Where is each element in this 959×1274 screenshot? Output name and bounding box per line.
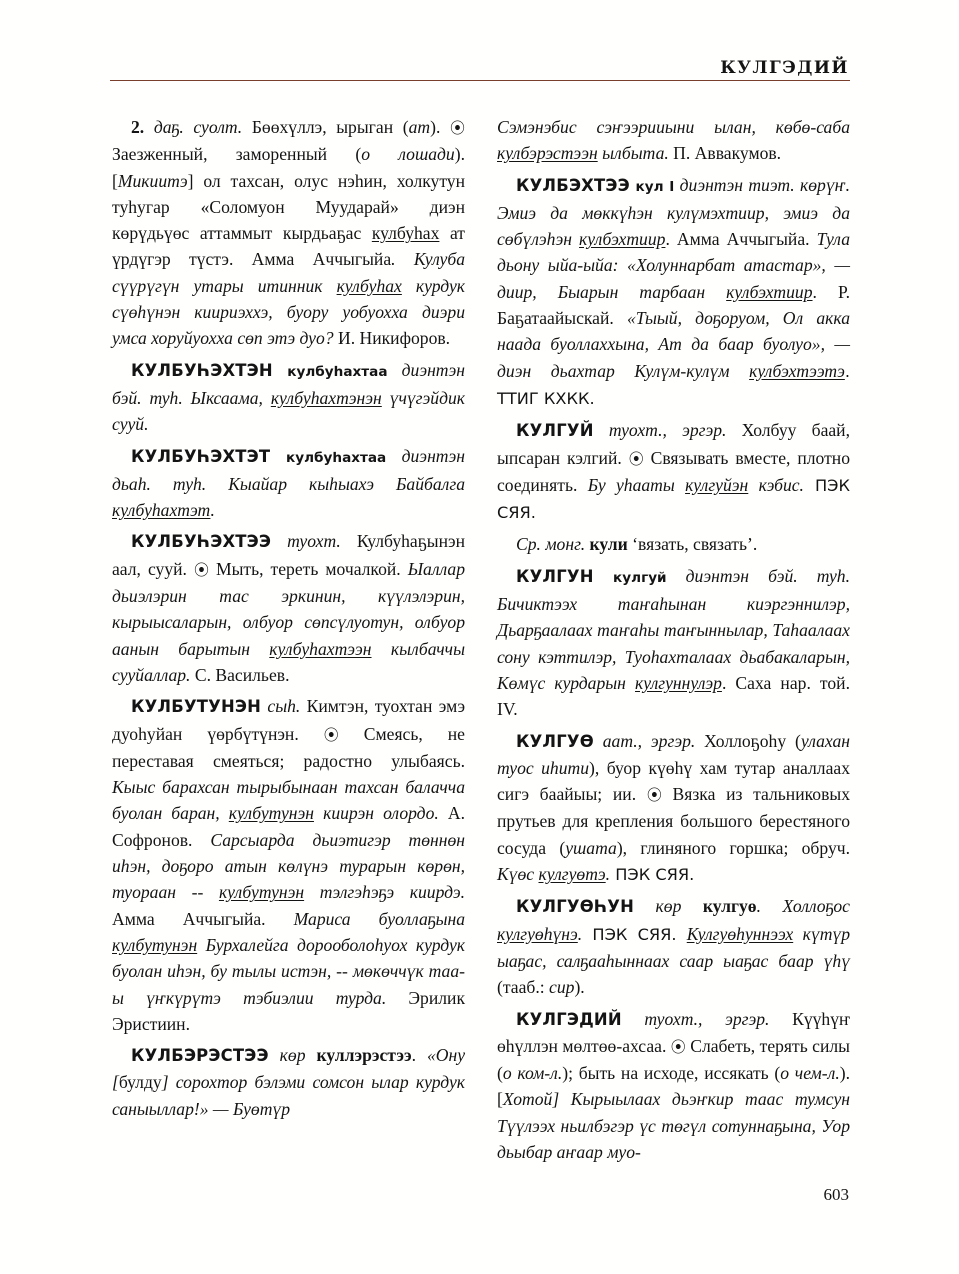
cross-reference-target: кулгуө (702, 896, 757, 917)
example-text: кылбаччы сууйаллар. (112, 638, 465, 685)
comparison-label: Ср. монг. (516, 534, 590, 555)
riddle-label: (тааб.: (497, 977, 550, 998)
yakut-definition: Холлоҕоһу ( (695, 730, 801, 751)
grammar-label: туохт., эргэр. (621, 1008, 770, 1029)
mongolian-word: кули (589, 534, 628, 555)
example-keyword: кулгуөһүнэ (497, 923, 578, 944)
header-rule (110, 80, 850, 81)
mongolian-gloss: ‘вязать, связать’. (627, 534, 758, 555)
inserted-word: Микиитэ (117, 170, 188, 191)
example-text: Кыыс барахсан тырыбынаан тахсан балачча буолан баран, (112, 777, 465, 824)
entry-kulguohun (497, 893, 850, 1000)
entry-kulbekhtee (497, 172, 850, 413)
definition: диэнтэн бэй. туһ. Бичиктээх таҥаһынан киэргэннилэр, Дьарҕаалаах таҥаһы таҥыннылар, Таһаалаах сону кэттилэр, Туоһахталаах дьабакаларын, Көмүс курдарын (497, 565, 850, 693)
source-author: С. Васильев. (190, 664, 290, 685)
example-keyword: кулгуөтэ (538, 864, 606, 885)
russian-translation: Заезженный, заморенный ( (112, 144, 362, 165)
headword: КУЛБУҺЭХТЭЭ (131, 532, 272, 552)
grammar-label: даҕ. суолт. (153, 117, 252, 137)
example-text: киирэн олордо. (313, 803, 439, 824)
headword: КУЛГУӨ (516, 731, 594, 751)
example-text: Бу уһааты (587, 474, 686, 495)
example-text: . Холлоҕос (756, 896, 850, 917)
translation-marker-icon: ⦿ (628, 449, 644, 468)
entry-kulbutunen (112, 693, 465, 1037)
example-text: курдук сүөһүнэн киириэххэ, буору уобуохха диэри умса хоруйуохха сөп этэ дуо? (112, 275, 465, 349)
punctuation: . (605, 864, 611, 885)
example-keyword: кулбуһахтэнэн (270, 387, 382, 408)
entry-kulguy (497, 417, 850, 526)
entry-kulbuhakhtet (112, 443, 465, 524)
cross-reference-label: көр (634, 896, 703, 917)
source-author: . Амма Аччыгыйа. (665, 229, 810, 250)
russian-translation: ), глиняного горшка; обруч. (616, 837, 850, 858)
example-keyword: Кулгуөһуннээх (686, 923, 794, 944)
entry-kulbuhakh-sense-2 (112, 114, 465, 352)
headword: КУЛБУТУНЭН (131, 697, 262, 717)
gloss-note: улахан туос иһити (497, 730, 850, 778)
russian-note: о лошади (361, 144, 455, 165)
russian-translation: Связывать вместе, плотно соединять. (497, 447, 850, 495)
cross-reference-label: көр (268, 1045, 317, 1066)
source-abbrev: ПЭК СЯЯ. (582, 924, 687, 944)
russian-translation: Смеясь, не переставая смеяться; радостно улыбаясь. (112, 723, 465, 771)
example-text: Күөс (497, 864, 539, 885)
headword: КУЛГУН (516, 566, 594, 586)
example-text: ылбыта. (597, 143, 669, 164)
example-text: Мариса буоллаҕына (293, 908, 466, 929)
source-author: А. Софронов. (112, 803, 465, 850)
entry-kulguo (497, 728, 850, 889)
punctuation: . (411, 1045, 427, 1066)
yakut-definition: Кулбуһаҕынэн аал, сууй. (112, 531, 465, 579)
russian-translation: ); быть на исходе, иссякать ( (562, 1063, 781, 1084)
example-text: Сэмэнэбис сэҥээрииыни ылан, көбө-саба (497, 117, 850, 137)
source-abbrev: . ТТИГ КХКК. (497, 361, 850, 408)
translation-marker-icon: ⦿ (323, 725, 339, 744)
punctuation: ). (430, 117, 450, 137)
example-keyword: кулбэхтиир (579, 229, 666, 250)
sense-number: 2. (131, 117, 154, 137)
russian-note: ушата (565, 837, 617, 858)
yakut-definition: Күүһүҥ өһүллэн мөлтөө-ахсаа. (497, 1008, 850, 1056)
cross-reference-target: куллэрэстээ (316, 1045, 412, 1066)
example-text: Тула дьону ыйа-ыйа: «Холуннарбат атастар», — диир, Быарын тарбаан (497, 229, 850, 302)
punctuation: . (577, 923, 583, 944)
derivation-base: кулбуһахтаа (270, 449, 387, 466)
headword: КУЛГУЙ (516, 421, 594, 441)
yakut-definition: ), буор күөһү хам тутар аналлаах сигэ баайыы; ии. (497, 757, 850, 805)
left-column (112, 114, 465, 1122)
example-text: Ыаллар дьиэлэрин тас эркинин, күүлэлэрин, кырыысаларын, олбуор сөпсүлуотун, олбуор аанын барытын (112, 558, 465, 659)
source-author: . Р. Баҕатаайыскай. (497, 281, 850, 329)
example-keyword: кулгуйэн (685, 474, 749, 495)
example-text: күтүр ыаҕас, салҕааһыннаах саар ыаҕас баар үһү (497, 923, 850, 971)
russian-translation: Мыть, тереть мочалкой. (208, 558, 408, 579)
translation-marker-icon: ⦿ (670, 1037, 686, 1056)
source-author: И. Никифоров. (333, 328, 451, 349)
russian-note: о ком-л. (502, 1063, 563, 1084)
entry-kulbuhakhten (112, 357, 465, 438)
grammar-label: туохт., эргэр. (593, 420, 727, 441)
inserted-word: Хотой (502, 1089, 553, 1110)
example-text: Бурхалейга дорооболоһуох курдук буолан иһэн, бу тылы истэн, -- мөкөччүк таа-ы үҥкүрүтэ тэбиэлии турда. (112, 934, 465, 1008)
example-keyword: кулбутунэн (112, 934, 198, 955)
example-text: . Кулуба сүүрүгүн утары итинник (112, 249, 466, 296)
example-keyword: кулбутунэн (218, 882, 305, 903)
entry-kulgediy (497, 1006, 850, 1166)
yakut-definition: Кимтэн, туохтан эмэ дуоһуйан үөрбүтүнэн. (112, 696, 465, 744)
definition: диэнтэн бэй. туһ. Ыксаама, (112, 359, 465, 408)
example-text: ат үрдүгэр түстэ. (112, 223, 465, 270)
example-text: кэбис. (748, 474, 804, 495)
source-author: . Саха нар. той. IV. (497, 672, 850, 720)
entry-kulbuhakhtee (112, 528, 465, 688)
example-text: ] Кырыылаах дьэҥкир таас тумсун Түүлээх ньилбэгэр үс төгүл сотуннаҕына, Уор дьыбар аҥаар муо- (497, 1089, 850, 1162)
example-keyword: кулбэрэстээн (497, 143, 598, 164)
example-text: «Ону [ (112, 1045, 466, 1093)
source-abbrev: ПЭК СЯЯ. (497, 475, 850, 523)
entry-kulgun (497, 563, 850, 723)
source-author: Амма Аччыгыйа. (112, 908, 294, 929)
running-head: КУЛГЭДИЙ (720, 58, 849, 78)
example-text: ] ол тахсан, олус нэһин, холкутун туһугар «Соломуон Муударай» диэн көрүдьүөс аттаммыт кырдьаҕас (112, 170, 465, 244)
gloss-note: ат (408, 117, 431, 137)
russian-note: о чем-л. (780, 1063, 840, 1084)
headword: КУЛБЭХТЭЭ (516, 175, 630, 195)
example-keyword: кулбуһах (371, 223, 440, 244)
example-text: тэлгэһэҕэ киирдэ. (304, 882, 465, 903)
punctuation: . (210, 500, 215, 521)
headword: КУЛБУҺЭХТЭТ (131, 446, 271, 466)
definition: диэнтэн дьаһ. туһ. Кыайар кыһыахэ Байбалга (112, 445, 465, 494)
punctuation: ). [ (112, 144, 465, 191)
source-abbrev: ПЭК СЯЯ. (610, 865, 695, 885)
punctuation: ). (574, 977, 585, 998)
example-text: Сарсыарда дьиэтигэр төннөн иһэн, доҕоро атын көлүнэ турарын көрөн, туораан -- (112, 829, 465, 903)
yakut-definition: Холбуу баай, ыпсаран кэлгий. (497, 420, 850, 468)
translation-marker-icon: ⦿ (449, 119, 465, 137)
grammar-label: туохт. (271, 531, 341, 552)
derivation-base: кулбуһахтаа (272, 363, 388, 380)
headword: КУЛГУӨҺУН (516, 897, 635, 917)
example-keyword: кулбэхтээтэ (749, 360, 845, 381)
yakut-definition: Бөөхүллэ, ырыган ( (251, 117, 409, 137)
translation-marker-icon: ⦿ (193, 560, 209, 579)
source-author: Амма Аччыгыйа (251, 249, 392, 270)
example-keyword: кулбуһахтэт (112, 500, 211, 521)
russian-translation: Вязка из тальниковых прутьев для крепления большого берестяного сосуда ( (497, 784, 851, 858)
inserted-word: булду (118, 1072, 162, 1093)
riddle-answer: сир (549, 977, 575, 998)
example-text: «Тыый, доҕоруом, Ол акка наада буоллаххына, Ат да баар буолуо», — диэн дьахтар Кулүм-кулүм (497, 308, 850, 381)
source-author: Эрилик Эристиин. (112, 987, 465, 1034)
example-keyword: кулбэхтиир (726, 281, 813, 302)
headword: КУЛГЭДИЙ (516, 1009, 622, 1029)
grammar-label: аат., эргэр. (593, 730, 696, 751)
punctuation: ). [ (497, 1063, 850, 1110)
derivation-base: кул I (629, 178, 675, 195)
definition: диэнтэн тиэт. көрүҥ. Эмиэ да мөккүһэн кулүмэхтиир, эмиэ да сөбүлэһэн (497, 174, 850, 250)
example-keyword: кулбуһахтээн (269, 638, 372, 659)
derivation-base: кулгуй (593, 569, 667, 586)
comparison-note (497, 531, 850, 557)
example-keyword: кулгуннулэр (635, 672, 722, 693)
russian-translation: Слабеть, терять силы ( (497, 1035, 850, 1084)
right-column (497, 114, 850, 1165)
source-author: П. Аввакумов. (668, 143, 782, 164)
entry-kulberestee (112, 1042, 465, 1122)
example-keyword: кулбутунэн (228, 803, 314, 824)
page-number: 603 (823, 1185, 849, 1204)
example-text: үчүгэйдик сууй. (112, 387, 466, 435)
example-keyword: кулбуһах (336, 275, 402, 296)
example-text: ] сорохтор бэлэми сомсон ылар курдук саныыллар!» — Буөтүр (112, 1072, 465, 1119)
entry-kulberestee-continued (497, 114, 850, 167)
translation-marker-icon: ⦿ (646, 786, 662, 805)
headword: КУЛБЭРЭСТЭЭ (131, 1046, 269, 1066)
headword: КУЛБУҺЭХТЭН (131, 360, 273, 380)
grammar-label: сыһ. (261, 696, 301, 717)
